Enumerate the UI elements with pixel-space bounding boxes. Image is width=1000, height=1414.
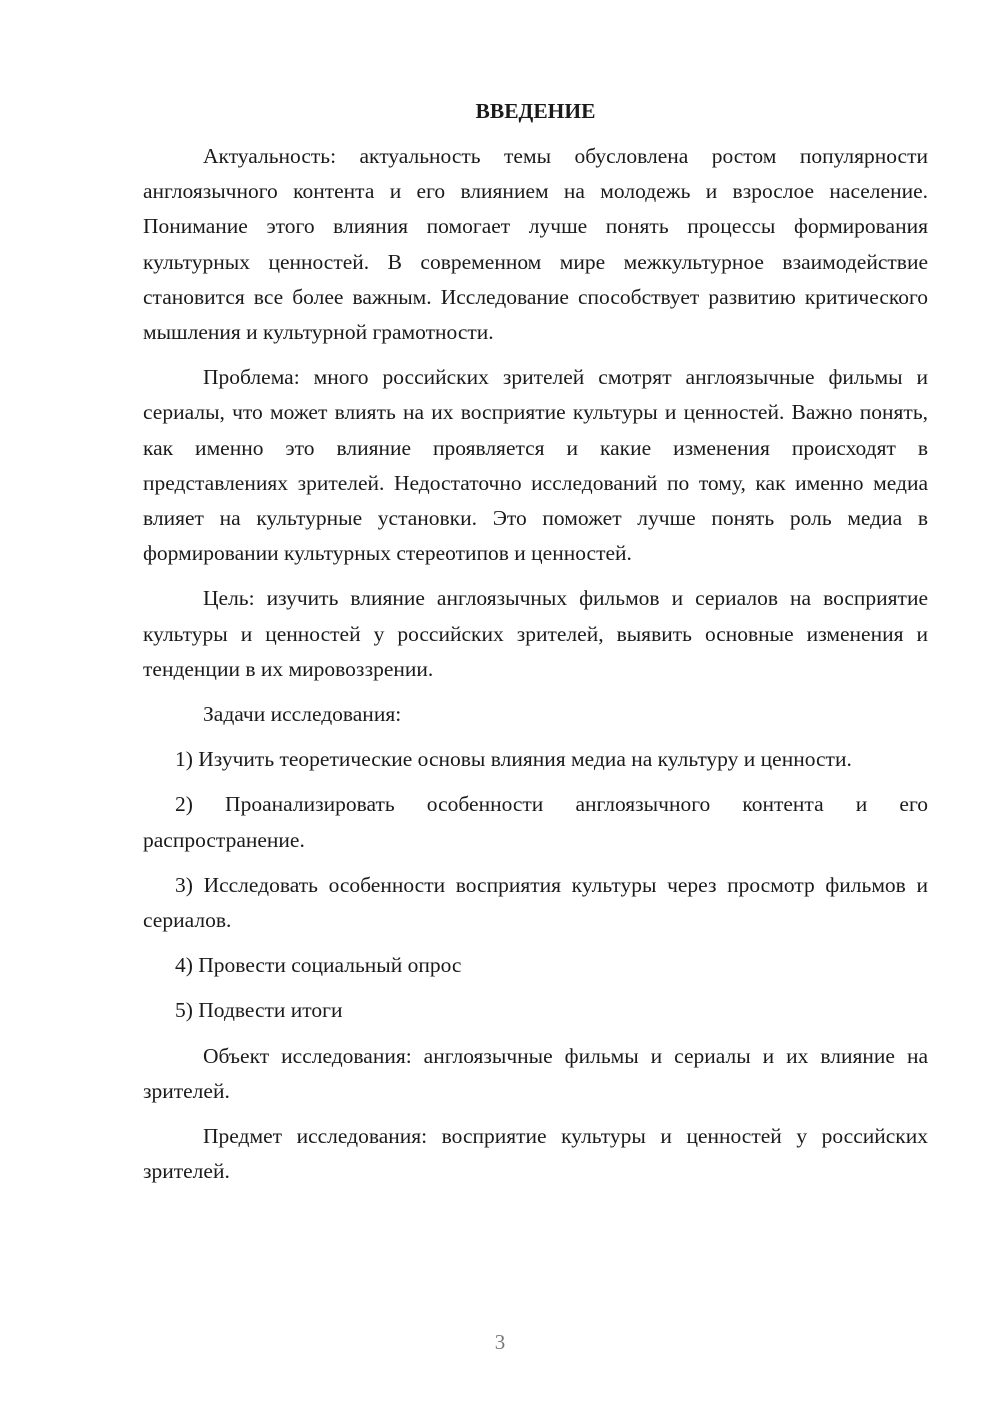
paragraph-relevance: Актуальность: актуальность темы обусловлена ростом популярности англоязычного контента и его влиянием на молодежь и взрослое население. Понимание этого влияния помогает лучше понять процессы формирования культурных ценностей. В современном мире межкультурное взаимодействие становится все более важным. Исследование способствует развитию критического мышления и культурной грамотности.	[143, 144, 928, 345]
task-item-2: 2) Проанализировать особенности англоязычного контента и его распространение.	[143, 792, 928, 852]
task-item-3: 3) Исследовать особенности восприятия культуры через просмотр фильмов и сериалов.	[143, 872, 928, 933]
paragraph-object: Объект исследования: англоязычные фильмы и сериалы и их влияние на зрителей.	[143, 1043, 928, 1103]
task-item-1: 1) Изучить теоретические основы влияния медиа на культуру и ценности.	[175, 747, 852, 772]
tasks-heading: Задачи исследования:	[203, 702, 402, 727]
page-title: ВВЕДЕНИЕ	[475, 99, 596, 123]
page-content	[143, 94, 928, 1199]
paragraph-subject: Предмет исследования: восприятие культуры и ценностей у российских зрителей.	[143, 1124, 928, 1184]
paragraph-goal: Цель: изучить влияние англоязычных фильмов и сериалов на восприятие культуры и ценностей у российских зрителей, выявить основные изменения и тенденции в их мировоззрении.	[143, 586, 928, 681]
task-item-5: 5) Подвести итоги	[175, 998, 343, 1023]
task-item-4: 4) Провести социальный опрос	[175, 953, 462, 978]
paragraph-problem: Проблема: много российских зрителей смотрят англоязычные фильмы и сериалы, что может влиять на их восприятие культуры и ценностей. Важно понять, как именно это влияние проявляется и какие изменения происходят в представлениях зрителей. Недостаточно исследований по тому, как именно медиа влияет на культурные установки. Это поможет лучше понять роль медиа в формировании культурных стереотипов и ценностей.	[143, 365, 928, 566]
page-number: 3	[494, 1330, 506, 1354]
